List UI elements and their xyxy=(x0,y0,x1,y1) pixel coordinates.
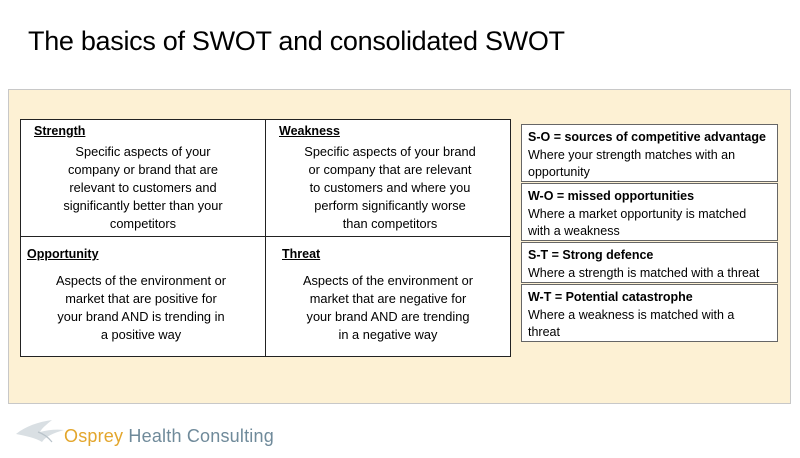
threat-line: your brand AND are trending xyxy=(306,309,470,324)
company-logo-text xyxy=(64,426,274,447)
wo-text xyxy=(528,206,771,240)
wt-line: Where a weakness is matched with a xyxy=(528,308,735,322)
wt-heading: W-T = Potential catastrophe xyxy=(528,290,693,304)
wt-text xyxy=(528,307,771,341)
st-text xyxy=(528,265,771,282)
strength-line: relevant to customers and xyxy=(69,180,217,195)
opportunity-line: market that are positive for xyxy=(65,291,217,306)
slide-title: The basics of SWOT and consolidated SWOT xyxy=(28,26,565,56)
consolidated-box-wo xyxy=(521,183,778,241)
opportunity-line: a positive way xyxy=(100,327,182,342)
weakness-line: or company that are relevant xyxy=(308,162,472,177)
weakness-heading: Weakness xyxy=(279,124,340,138)
so-line: Where your strength matches with an xyxy=(528,148,736,162)
opportunity-heading: Opportunity xyxy=(27,247,99,261)
strength-heading: Strength xyxy=(34,124,86,138)
st-heading: S-T = Strong defence xyxy=(528,248,654,262)
threat-line: in a negative way xyxy=(338,327,438,342)
so-text xyxy=(528,147,771,181)
threat-line: market that are negative for xyxy=(309,291,467,306)
weakness-line: than competitors xyxy=(342,216,438,231)
consolidated-box-wt xyxy=(521,284,778,342)
threat-line: Aspects of the environment or xyxy=(302,273,473,288)
st-line: Where a strength is matched with a threat xyxy=(528,266,760,280)
opportunity-line: Aspects of the environment or xyxy=(55,273,226,288)
swot-grid xyxy=(20,119,511,357)
threat-heading: Threat xyxy=(282,247,321,261)
opportunity-line: your brand AND is trending in xyxy=(57,309,225,324)
wt-line: threat xyxy=(528,325,560,339)
weakness-text xyxy=(286,143,494,233)
strength-line: Specific aspects of your xyxy=(75,144,211,159)
weakness-line: to customers and where you xyxy=(309,180,471,195)
threat-quadrant xyxy=(266,237,510,356)
opportunity-text xyxy=(41,272,241,344)
consolidated-box-so xyxy=(521,124,778,182)
wo-line: with a weakness xyxy=(528,224,620,238)
logo-word-osprey: Osprey xyxy=(64,426,124,446)
opportunity-quadrant xyxy=(21,237,265,356)
strength-text xyxy=(43,143,243,233)
threat-text xyxy=(288,272,488,344)
strength-quadrant xyxy=(21,120,265,236)
wo-heading: W-O = missed opportunities xyxy=(528,189,695,203)
so-heading: S-O = sources of competitive advantage xyxy=(528,130,766,144)
weakness-line: Specific aspects of your brand xyxy=(304,144,476,159)
consolidated-box-st xyxy=(521,242,778,283)
so-line: opportunity xyxy=(528,165,590,179)
weakness-line: perform significantly worse xyxy=(314,198,466,213)
logo-word-health-consulting: Health Consulting xyxy=(128,426,274,446)
strength-line: competitors xyxy=(109,216,177,231)
weakness-quadrant xyxy=(266,120,510,236)
strength-line: company or brand that are xyxy=(67,162,219,177)
wo-line: Where a market opportunity is matched xyxy=(528,207,747,221)
strength-line: significantly better than your xyxy=(63,198,223,213)
